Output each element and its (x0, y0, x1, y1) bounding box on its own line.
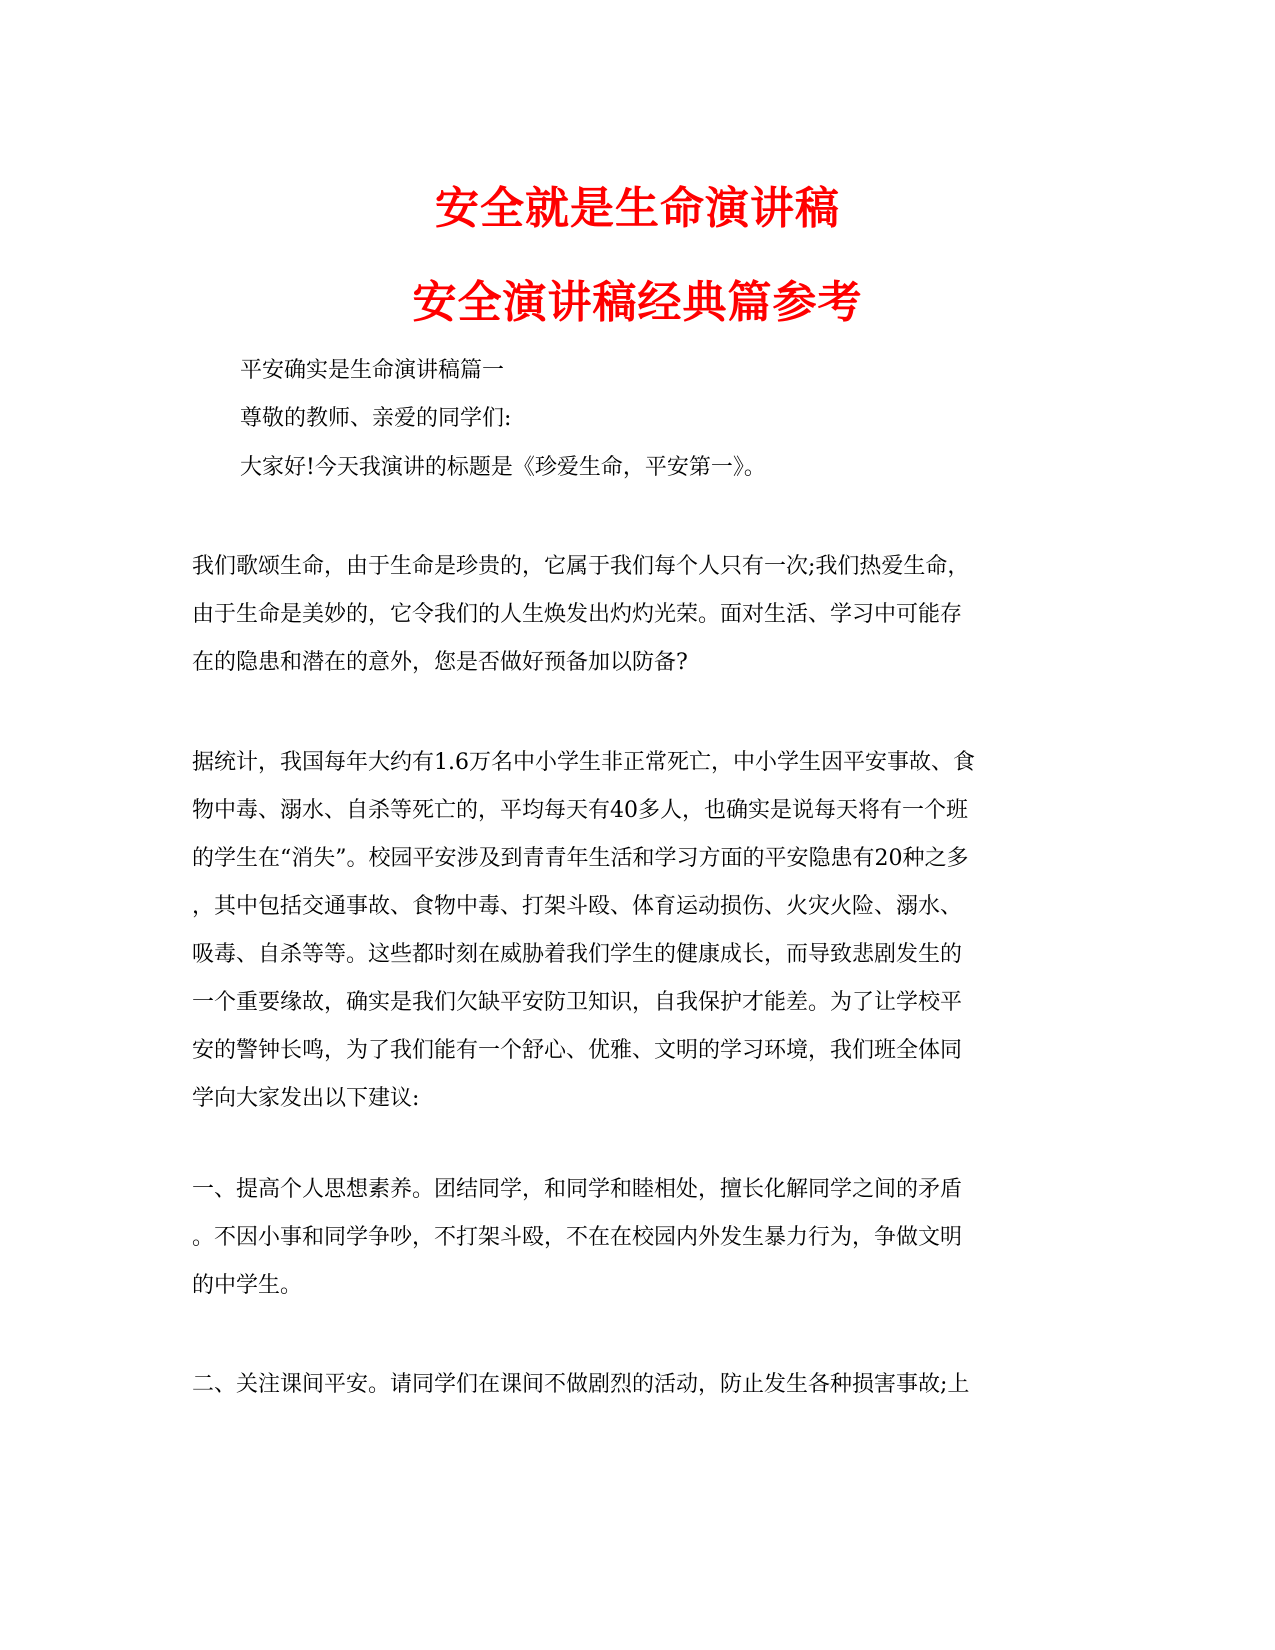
greeting-line: 大家好!今天我演讲的标题是《珍爱生命，平安第一》。 (240, 455, 766, 480)
paragraph-line: 一、提高个人思想素养。团结同学，和同学和睦相处，擅长化解同学之间的矛盾 (192, 1177, 963, 1202)
paragraph-line: 我们歌颂生命，由于生命是珍贵的，它属于我们每个人只有一次;我们热爱生命， (192, 554, 970, 579)
paragraph-line: 安的警钟长鸣，为了我们能有一个舒心、优雅、文明的学习环境，我们班全体同 (192, 1038, 963, 1063)
paragraph-line: 二、关注课间平安。请同学们在课间不做剧烈的活动，防止发生各种损害事故;上 (192, 1372, 970, 1397)
paragraph-line: 。不因小事和同学争吵，不打架斗殴，不在在校园内外发生暴力行为，争做文明 (192, 1225, 963, 1250)
paragraph-line: 一个重要缘故，确实是我们欠缺平安防卫知识，自我保护才能差。为了让学校平 (192, 990, 963, 1015)
section-heading: 平安确实是生命演讲稿篇一 (240, 358, 505, 383)
paragraph-1 (192, 543, 1072, 687)
salutation: 尊敬的教师、亲爱的同学们: (240, 406, 512, 431)
paragraph-line: 吸毒、自杀等等。这些都时刻在威胁着我们学生的健康成长，而导致悲剧发生的 (192, 942, 963, 967)
paragraph-line: 据统计，我国每年大约有1.6万名中小学生非正常死亡，中小学生因平安事故、食 (192, 750, 975, 775)
paragraph-line: 在的隐患和潜在的意外，您是否做好预备加以防备? (192, 650, 688, 675)
paragraph-line: 学向大家发出以下建议: (192, 1086, 420, 1111)
document-title-line-2: 安全演讲稿经典篇参考 (412, 277, 863, 328)
document-title-line-1: 安全就是生命演讲稿 (435, 183, 840, 234)
paragraph-line: 的中学生。 (192, 1273, 303, 1298)
paragraph-2 (192, 739, 1072, 1123)
paragraph-line: 物中毒、溺水、自杀等死亡的，平均每天有40多人，也确实是说每天将有一个班 (192, 798, 968, 823)
paragraph-3 (192, 1166, 1072, 1310)
paragraph-line: ，其中包括交通事故、食物中毒、打架斗殴、体育运动损伤、火灾火险、溺水、 (192, 894, 963, 919)
paragraph-line: 由于生命是美妙的，它令我们的人生焕发出灼灼光荣。面对生活、学习中可能存 (192, 602, 963, 627)
paragraph-4 (192, 1361, 1072, 1409)
paragraph-line: 的学生在“消失”。校园平安涉及到青青年生活和学习方面的平安隐患有20种之多 (192, 846, 969, 871)
